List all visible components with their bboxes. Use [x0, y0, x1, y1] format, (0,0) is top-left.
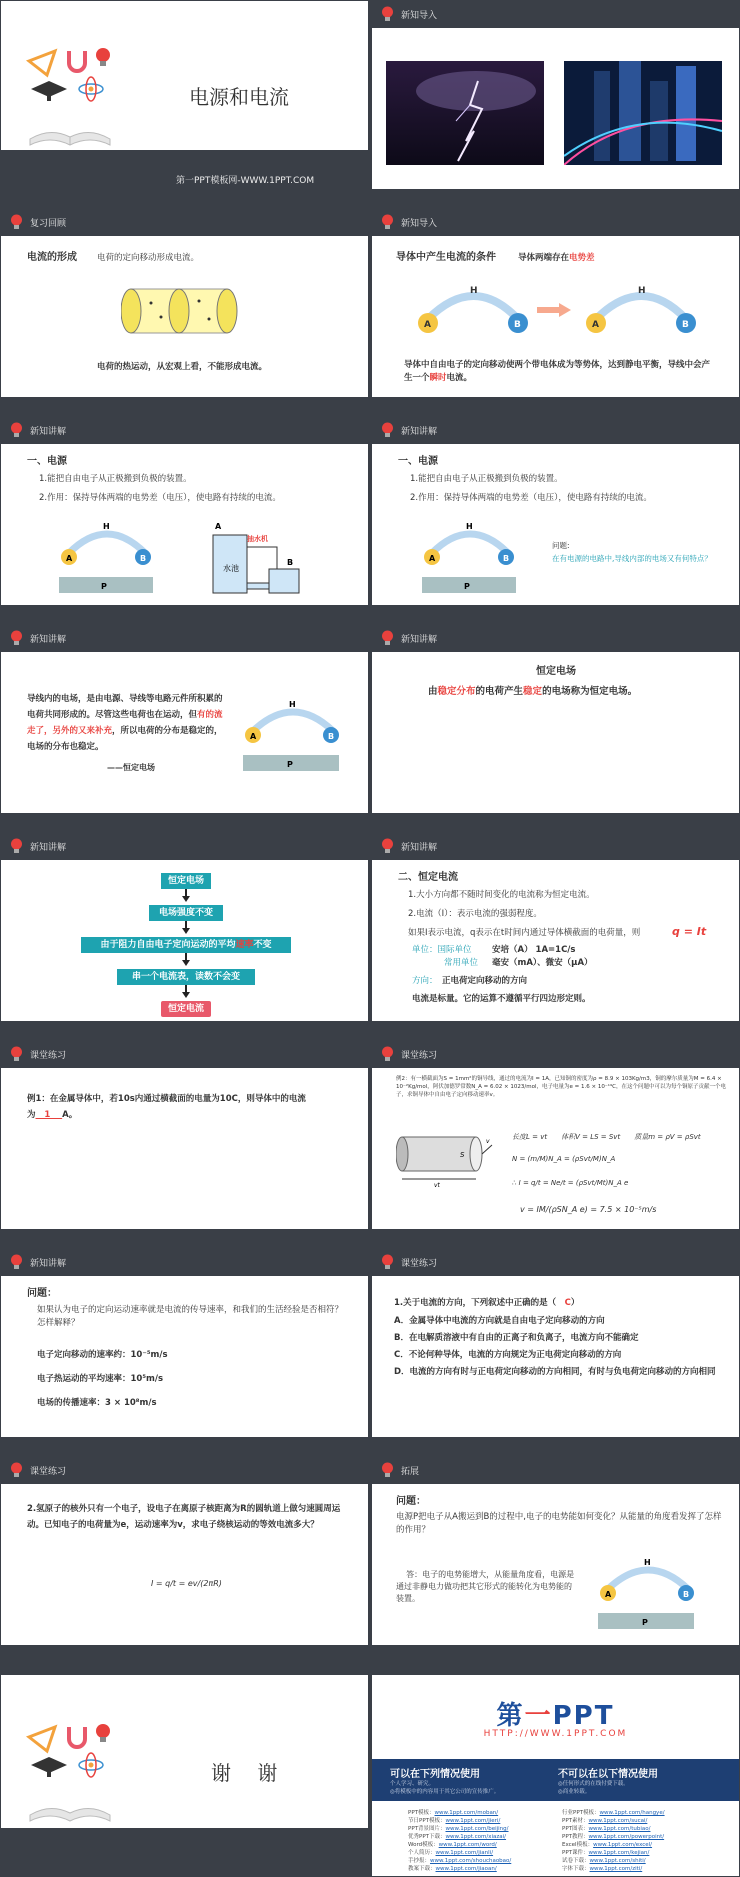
source-circuit-diagram [418, 517, 518, 597]
heading: 电流的形成 [27, 252, 77, 263]
svg-text:B: B [140, 554, 147, 563]
bulb-icon [381, 838, 394, 855]
svg-text:抽水机: 抽水机 [247, 535, 268, 543]
usage-banner: 可以在下列情况使用 个人学习、研究。 ◎将模板中的内容用于其它公司的宣传推广。 不可以在以下情况使用 ◎任何形式的在线付费下载。 ◎商业转载。 [372, 1759, 739, 1801]
option-c: C．不论何种导体，电流的方向规定为正电荷定向移动的方向 [394, 1350, 622, 1360]
point-2: 2.作用：保持导体两端的电势差（电压），使电路有持续的电流。 [410, 493, 652, 503]
header-title: 复习回顾 [30, 219, 67, 229]
slide-header [1, 1457, 368, 1484]
question-label: 问题: [552, 541, 570, 550]
formula-line-2: N = (m/M)N_A = (ρSvt/M)N_A [512, 1155, 616, 1163]
point-2: 2.作用：保持导体两端的电势差（电压），使电路有持续的电流。 [39, 493, 281, 503]
heading: 恒定电场 [536, 666, 576, 677]
triangle-icon [29, 51, 55, 75]
formula-line-3: ∴ I = q/t = Ne/t = (ρSvt/Mt)N_A e [512, 1179, 629, 1187]
svg-text:v: v [486, 1138, 490, 1145]
header-title: 课堂练习 [30, 1467, 67, 1477]
svg-text:P: P [101, 582, 107, 591]
bulb-icon [10, 1254, 23, 1271]
exercise-question: 1.关于电流的方向，下列叙述中正确的是（ C） [394, 1298, 580, 1308]
header-title: 课堂练习 [401, 1259, 438, 1269]
header-title: 新知讲解 [30, 1259, 67, 1269]
header-title: 新知讲解 [401, 427, 438, 437]
water-pump-diagram [207, 517, 307, 597]
footer-text: 第一PPT模板网-WWW.1PPT.COM [176, 176, 315, 186]
charged-spheres-diagram [412, 277, 532, 347]
slide-header [1, 833, 368, 860]
thanks-text: 谢 谢 [211, 1761, 288, 1785]
result-label: ——恒定电场 [107, 763, 155, 772]
svg-text:A: A [250, 732, 257, 741]
book-icon [25, 109, 115, 149]
formula-line-4: v = IM/(ρSN_A e) = 7.5 × 10⁻⁵m/s [520, 1205, 657, 1214]
heading: 一、电源 [27, 456, 67, 467]
book-icon [25, 1785, 115, 1825]
scalar-note: 电流是标量。它的运算不遵循平行四边形定则。 [412, 994, 591, 1004]
svg-text:B: B [682, 320, 689, 330]
option-a: A．金属导体中电流的方向就是自由电子定向移动的方向 [394, 1316, 605, 1326]
speed-thermal: 电子热运动的平均速率：10⁵m/s [37, 1374, 164, 1384]
condition: 导体两端存在电势差 [518, 253, 595, 263]
exercise-text: 2.氢原子的核外只有一个电子，设电子在离原子核距离为R的圆轨道上做匀速圆周运动。已知电子的电荷量为e，运动速率为v，求电子绕核运动的等效电流多大？ [27, 1504, 341, 1530]
point-1: 1.能把自由电子从正极搬到负极的装置。 [39, 474, 192, 484]
header-title: 新知导入 [401, 219, 438, 229]
magnet-icon [69, 51, 85, 71]
bulb-icon [10, 1046, 23, 1063]
svg-text:A: A [429, 554, 436, 563]
question-text: 电源P把电子从A搬运到B的过程中,电子的电势能如何变化？从能量的角度看发挥了怎样的作用？ [396, 1512, 722, 1535]
direction-label: 方向： [412, 976, 438, 986]
svg-text:B: B [287, 558, 294, 567]
svg-text:B: B [514, 320, 521, 330]
slide-exercise-3 [372, 1249, 739, 1437]
slide-exercise-4 [1, 1457, 368, 1645]
svg-text:H: H [289, 700, 296, 709]
slide-current-condition [372, 209, 739, 397]
slide-header [372, 1457, 739, 1484]
header-title: 新知讲解 [401, 635, 438, 645]
slide-power-source-question [372, 417, 739, 605]
formula: q = It [672, 925, 707, 938]
brand-url: HTTP://WWW.1PPT.COM [483, 1729, 628, 1739]
svg-text:A: A [605, 1590, 612, 1599]
svg-text:A: A [424, 320, 431, 330]
header-title: 新知讲解 [30, 427, 67, 437]
heading: 一、电源 [398, 456, 438, 467]
header-title: 新知讲解 [30, 843, 67, 853]
slide-header [372, 625, 739, 652]
bulb-icon [381, 214, 394, 231]
exercise-text: 例1：在金属导体中，若10s内通过横截面的电量为10C，则导体中的电流为 1 A。 [27, 1094, 306, 1120]
bulb-icon [96, 48, 110, 62]
source-circuit-diagram [55, 517, 155, 597]
svg-text:H: H [470, 286, 478, 296]
unit-common-label: 常用单位 [444, 958, 479, 968]
svg-text:B: B [683, 1590, 690, 1599]
answer-text: 答：电子的电势能增大，从能量角度看，电源是通过非静电力做功把其它形式的能转化为电势能的装置。 [396, 1570, 575, 1603]
header-title: 课堂练习 [401, 1051, 438, 1061]
unit-si: 安培（A） 1A=1C/s [492, 945, 576, 955]
slide-header [1, 417, 368, 444]
conductor-cylinder-diagram [121, 281, 241, 341]
point-3: 如果I表示电流，q表示在t时间内通过导体横截面的电荷量，则 [408, 928, 641, 938]
slide-exercise-2 [372, 1041, 739, 1229]
lightning-photo [386, 61, 544, 165]
unit-label: 单位：国际单位 [412, 945, 472, 955]
slide-header [372, 1, 739, 28]
svg-text:A: A [215, 522, 222, 531]
flow-step-3: 由于阻力自由电子定向运动的平均速率不变 [81, 937, 291, 953]
heading: 二、恒定电流 [398, 872, 458, 883]
flow-result: 恒定电流 [161, 1001, 211, 1017]
bulb-icon [381, 1046, 394, 1063]
header-title: 课堂练习 [30, 1051, 67, 1061]
svg-text:vt: vt [434, 1182, 440, 1189]
body-text: 导线内的电场，是由电源、导线等电路元件所积累的电荷共同形成的。尽管这些电荷也在运动，但有的流走了，另外的又来补充，所以电荷的分布是稳定的，电场的分布也稳定。 [27, 694, 223, 752]
slide-header [1, 625, 368, 652]
slide-thanks [1, 1665, 368, 1876]
description: 电荷的定向移动形成电流。 [97, 253, 200, 263]
slide-constant-current [372, 833, 739, 1021]
equilibrium-spheres-diagram [580, 277, 700, 347]
slide-flowchart [1, 833, 368, 1021]
thanks-footer [1, 1828, 368, 1876]
speed-field: 电场的传播速率：3 × 10⁸m/s [37, 1398, 157, 1408]
example-text: 例2：有一横截面为S = 1mm²的铜导线，通过的电流为I = 1A，已知铜的密度为ρ = 8.9 × 103Kg/m3，铜的摩尔质量为M = 6.4 × 10⁻²Kg/mol，阿伏加德罗常数N_A = 6.02 × 1023/mol，电子电量为e = 1.6 × 10⁻¹⁹C，在这个问题中可以为每个铜原子贡献一个电子，求铜导体中自由电子定向移动速率v。 [396, 1076, 726, 1098]
slide-power-source [1, 417, 368, 605]
note: 电荷的热运动，从宏观上看，不能形成电流。 [97, 362, 268, 372]
title-footer-bar [1, 150, 368, 189]
speed-drift: 电子定向移动的速率约：10⁻⁵m/s [37, 1350, 168, 1360]
header-title: 新知讲解 [30, 635, 67, 645]
slide-title-text: 电源和电流 [189, 85, 289, 109]
slide-header [1, 1249, 368, 1276]
bulb-icon [10, 1462, 23, 1479]
slide-header [372, 833, 739, 860]
slide-brand [372, 1665, 739, 1876]
slide-speed-question [1, 1249, 368, 1437]
city-night-photo [564, 61, 722, 165]
links-left: PPT模板：www.1ppt.com/moban/ 节日PPT模板：www.1ppt.com/jieri/ PPT背景图片：www.1ppt.com/beijing/ 优秀PPT下载：www.1ppt.com/xiazai/ Word模板：www.1ppt.com/word/ 个人简历：www.1ppt.com/jianli/ 手抄报：www.1ppt.com/shouchaobao/ 教案下载：www.1ppt.com/jiaoan/ [408, 1810, 512, 1872]
wire-cylinder-diagram [396, 1131, 496, 1191]
bulb-icon [381, 422, 394, 439]
unit-common: 毫安（mA）、微安（μA） [492, 958, 593, 968]
slide-intro-photos [372, 1, 739, 189]
bulb-icon [10, 838, 23, 855]
option-d: D．电流的方向有时与正电荷定向移动的方向相同，有时与负电荷定向移动的方向相同 [394, 1367, 716, 1377]
formula-line-1: 长度L = vt 体积V = LS = Svt 质量m = ρV = ρSvt [512, 1133, 701, 1141]
header-title: 新知讲解 [401, 843, 438, 853]
svg-text:B: B [328, 732, 335, 741]
slide-review [1, 209, 368, 397]
option-b: B．在电解质溶液中有自由的正离子和负离子，电流方向不能确定 [394, 1333, 639, 1343]
svg-text:A: A [592, 320, 599, 330]
slide-header [1, 1041, 368, 1068]
svg-text:水池: 水池 [223, 564, 239, 573]
header-title: 新知导入 [401, 11, 438, 21]
slide-title [1, 1, 368, 189]
slide-header [1, 209, 368, 236]
question-text: 如果认为电子的定向运动速率就是电流的传导速率，和我们的生活经验是否相符？怎样解释？ [37, 1305, 344, 1328]
bulb-icon [10, 422, 23, 439]
svg-text:P: P [287, 760, 293, 769]
point-2: 2.电流（I）：表示电流的强弱程度。 [408, 909, 542, 919]
definition: 由稳定分布的电荷产生稳定的电场称为恒定电场。 [428, 686, 638, 697]
svg-text:H: H [103, 522, 110, 531]
question-label: 问题： [396, 1496, 426, 1507]
slide-header [372, 209, 739, 236]
bulb-icon [10, 214, 23, 231]
bulb-icon [381, 630, 394, 647]
decor-icons [25, 1717, 145, 1787]
slide-extension [372, 1457, 739, 1645]
flow-step-4: 串一个电流表，读数不会变 [117, 969, 255, 985]
links-right: 行业PPT模板：www.1ppt.com/hangye/ PPT素材：www.1ppt.com/sucai/ PPT图表：www.1ppt.com/tubiao/ PPT教程：www.1ppt.com/powerpoint/ Excel模板：www.1ppt.com/excel/ PPT课件：www.1ppt.com/kejian/ 试卷下载：www.1ppt.com/shiti/ 字体下载：www.1ppt.com/ziti/ [562, 1810, 665, 1872]
point-1: 1.大小方向都不随时间变化的电流称为恒定电流。 [408, 890, 595, 900]
bulb-icon [10, 630, 23, 647]
svg-text:H: H [638, 286, 646, 296]
bulb-icon [381, 1254, 394, 1271]
source-circuit-diagram [594, 1553, 704, 1633]
svg-text:H: H [644, 1558, 651, 1567]
svg-text:P: P [642, 1618, 648, 1627]
bulb-icon [381, 6, 394, 23]
question-label: 问题： [27, 1288, 57, 1299]
header-title: 拓展 [401, 1467, 420, 1477]
svg-text:S: S [460, 1151, 465, 1159]
slide-header [372, 417, 739, 444]
svg-text:A: A [66, 554, 73, 563]
body-text: 导体中自由电子的定向移动使两个带电体成为等势体，达到静电平衡，导线中会产生一个瞬时电流。 [404, 360, 711, 383]
question-text: 在有电源的电路中,导线内部的电场又有何特点？ [552, 554, 712, 563]
heading: 导体中产生电流的条件 [396, 252, 496, 263]
svg-text:P: P [464, 582, 470, 591]
slide-header [372, 1041, 739, 1068]
svg-text:B: B [503, 554, 510, 563]
brand-logo: 第一PPT [496, 1701, 615, 1731]
answer-formula: I = q/t = ev/(2πR) [151, 1579, 222, 1588]
slide-header [372, 1249, 739, 1276]
source-circuit-diagram [239, 695, 349, 775]
svg-text:H: H [466, 522, 473, 531]
slide-constant-field-def [372, 625, 739, 813]
flow-step-2: 电场强度不变 [149, 905, 223, 921]
slide-exercise-1 [1, 1041, 368, 1229]
right-arrow-icon [537, 303, 571, 317]
direction: 正电荷定向移动的方向 [442, 976, 528, 986]
bulb-icon [381, 1462, 394, 1479]
flow-step-1: 恒定电场 [161, 873, 211, 889]
point-1: 1.能把自由电子从正极搬到负极的装置。 [410, 474, 563, 484]
slide-constant-field-explain [1, 625, 368, 813]
